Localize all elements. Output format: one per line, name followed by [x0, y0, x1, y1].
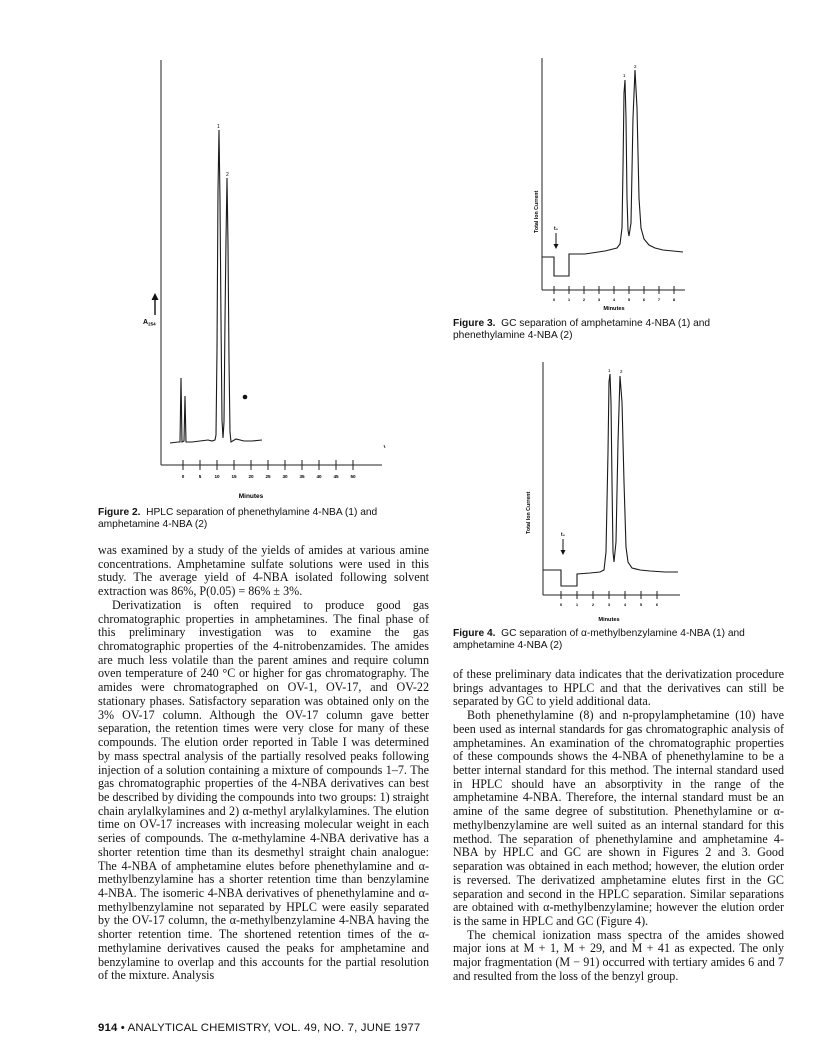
figure-2-peak-2: 2 [226, 172, 229, 178]
figure-3-tick-label: 8 [672, 297, 676, 302]
right-paragraph-2: Both phenethylamine (8) and n-propylamphetamine (10) have been used as internal standards for gas chromatographic analysis of amphetamines. An examination of the chromatographic properties of these compounds shows the 4-NBA of phenethylamine to be a better internal standard for this method. The internal standard used in HPLC should have an absorptivity in the range of the amphetamine 4-NBA. Therefore, the internal standard must be an amine of the same degree of substitution. Phenethylamine or α-methylbenzylamine are well suited as an internal standard for this method. The separation of phenethylamine and amphetamine 4-NBA by HPLC and GC are shown in Figures 2 and 3. Good separation was obtained in each method; however, the elution order is reversed. The derivatized amphetamine elutes first in the GC separation and second in the HPLC separation. Similar separations are obtained with α-methylbenzylamine; however the elution order is the same in HPLC and GC (Figure 4). [453, 708, 784, 928]
figure-2-tick-label: 20 [248, 474, 254, 479]
figure-3-tick-label: 5 [627, 297, 631, 302]
figure-4-tick-label: 4 [623, 602, 627, 607]
figure-4-tick-label: 2 [591, 602, 595, 607]
figure-2-caption [98, 507, 423, 530]
absorbance-arrow-head [152, 293, 159, 300]
figure-3-x-label: Minutes [603, 306, 625, 312]
figure-3-tick-label: 2 [582, 297, 586, 302]
figure-3-caption-text: GC separation of amphetamine 4-NBA (1) and phenethylamine 4-NBA (2) [453, 318, 711, 341]
figure-3-tick-label: 0 [552, 297, 556, 302]
figure-2-tick-label: 40 [316, 474, 322, 479]
figure-4-y-label: Total Ion Current [526, 491, 532, 534]
figure-4-tick-label: 0 [559, 602, 563, 607]
figure-2-stray-mark [384, 445, 385, 448]
figure-3-tick-label: 6 [642, 297, 646, 302]
figure-2-peak-1: 1 [217, 124, 220, 130]
figure-2-blemish [243, 395, 248, 400]
figure-4-peak-1: 1 [608, 368, 611, 373]
figure-2-tick-label: 30 [282, 474, 288, 479]
figure-2-tick-label: 50 [350, 474, 356, 479]
figure-4-caption-text: GC separation of α-methylbenzylamine 4-NBA (1) and amphetamine 4-NBA (2) [453, 628, 745, 651]
figure-4-injection-marker: t₀ [561, 532, 565, 538]
left-paragraph-1: was examined by a study of the yields of amides at various amine concentrations. Amphetamine sulfate solutions were used in this study. The average yield of 4-NBA isolated following solvent extraction was 86%, P(0.05) = 86% ± 3%. [98, 543, 429, 599]
figure-4-x-label: Minutes [598, 617, 620, 623]
figure-3-tick-label: 7 [657, 297, 661, 302]
figure-4-tick-label: 1 [575, 602, 579, 607]
figure-3-caption [453, 318, 783, 341]
figure-3-injection-arrow-head [554, 244, 559, 249]
figure-2-tick-label: 15 [231, 474, 237, 479]
figure-2-trace [170, 130, 262, 443]
figure-2-caption-label: Figure 2. [98, 507, 141, 518]
figure-4-peak-2: 2 [620, 369, 623, 374]
figure-2-tick-label: 25 [265, 474, 271, 479]
figure-4-caption-label: Figure 4. [453, 628, 496, 639]
absorbance-label: $A_{254}$ [143, 319, 156, 327]
figure-2-tick-label: 10 [214, 474, 220, 479]
page-footer [98, 1022, 420, 1034]
figure-4-chromatogram [520, 362, 700, 622]
left-column-text [98, 544, 429, 983]
figure-3-trace [542, 70, 683, 276]
figure-3-chromatogram [525, 58, 705, 313]
figure-4-tick-label: 3 [607, 602, 611, 607]
figure-2-x-label: Minutes [238, 493, 264, 500]
figure-4-tick-label: 5 [639, 602, 643, 607]
right-paragraph-1: of these preliminary data indicates that the derivatization procedure brings advantages to HPLC and that the derivatives can still be separated by GC to yield additional data. [453, 667, 784, 709]
figure-2-tick-label: 0 [181, 474, 185, 479]
page-number: 914 [98, 1022, 118, 1034]
figure-4-injection-arrow-head [561, 550, 566, 555]
figure-3-peak-1: 1 [623, 73, 626, 78]
left-paragraph-2: Derivatization is often required to produce good gas chromatographic properties in amphetamines. The final phase of this preliminary investigation was to examine the gas chromatographic properties of the 4-nitrobenzamides. The amides are much less volatile than the parent amines and require column oven temperature of 240 °C or higher for gas chromatography. The amides were chromatographed on OV-1, OV-17, and OV-22 stationary phases. Satisfactory separation was obtained only on the 3% OV-17 column. Although the OV-17 column gave better separation, the retention times were very close for many of these compounds. The elution order reported in Table I was determined by mass spectral analysis of the partially resolved peaks following injection of a solution containing a mixture of compounds 1–7. The gas chromatographic properties of the 4-NBA derivatives can best be described by dividing the compounds into two groups: 1) straight chain arylalkylamines and 2) α-methyl arylalkylamines. The elution time on OV-17 increases with increasing molecular weight in each series of compounds. The α-methylamine 4-NBA derivative has a shorter retention time than its desmethyl straight chain analogue: The 4-NBA of amphetamine elutes before phenethylamine and α-methylbenzylamine has a shorter retention time than benzylamine 4-NBA. The isomeric 4-NBA derivatives of phenethylamine and α-methylbenzylamine not separated by HPLC were easily separated by the OV-17 column, the α-methylbenzylamine 4-NBA having the shorter retention time. The shortened retention times of the α-methylamine derivatives caused the peaks for amphetamine and benzylamine to overlap and this accounts for the partial resolution of the mixture. Analysis [98, 597, 429, 983]
figure-2-tick-label: 45 [333, 474, 339, 479]
journal-citation: ANALYTICAL CHEMISTRY, VOL. 49, NO. 7, JUNE 1977 [127, 1022, 421, 1034]
figure-3-y-label: Total Ion Current [534, 190, 540, 233]
right-paragraph-3: The chemical ionization mass spectra of the amides showed major ions at M + 1, M + 29, and M + 41 as expected. The only major fragmentation (M − 91) occurred with tertiary amides 6 and 7 and resulted from the loss of the benzyl group. [453, 927, 784, 983]
figure-2-tick-label: 5 [198, 474, 202, 479]
figure-4-caption [453, 628, 783, 651]
figure-3-tick-label: 3 [597, 297, 601, 302]
figure-2-tick-label: 35 [299, 474, 305, 479]
figure-3-peak-2: 2 [634, 64, 637, 69]
right-column-text [453, 668, 784, 984]
figure-3-injection-marker: t₀ [554, 226, 558, 232]
figure-2-chromatogram [140, 60, 440, 505]
figure-3-caption-label: Figure 3. [453, 318, 496, 329]
figure-4-tick-label: 6 [655, 602, 659, 607]
figure-3-tick-label: 1 [567, 297, 571, 302]
figure-3-tick-label: 4 [612, 297, 616, 302]
footer-bullet: • [120, 1022, 125, 1034]
figure-2-caption-text: HPLC separation of phenethylamine 4-NBA (1) and amphetamine 4-NBA (2) [98, 507, 378, 530]
